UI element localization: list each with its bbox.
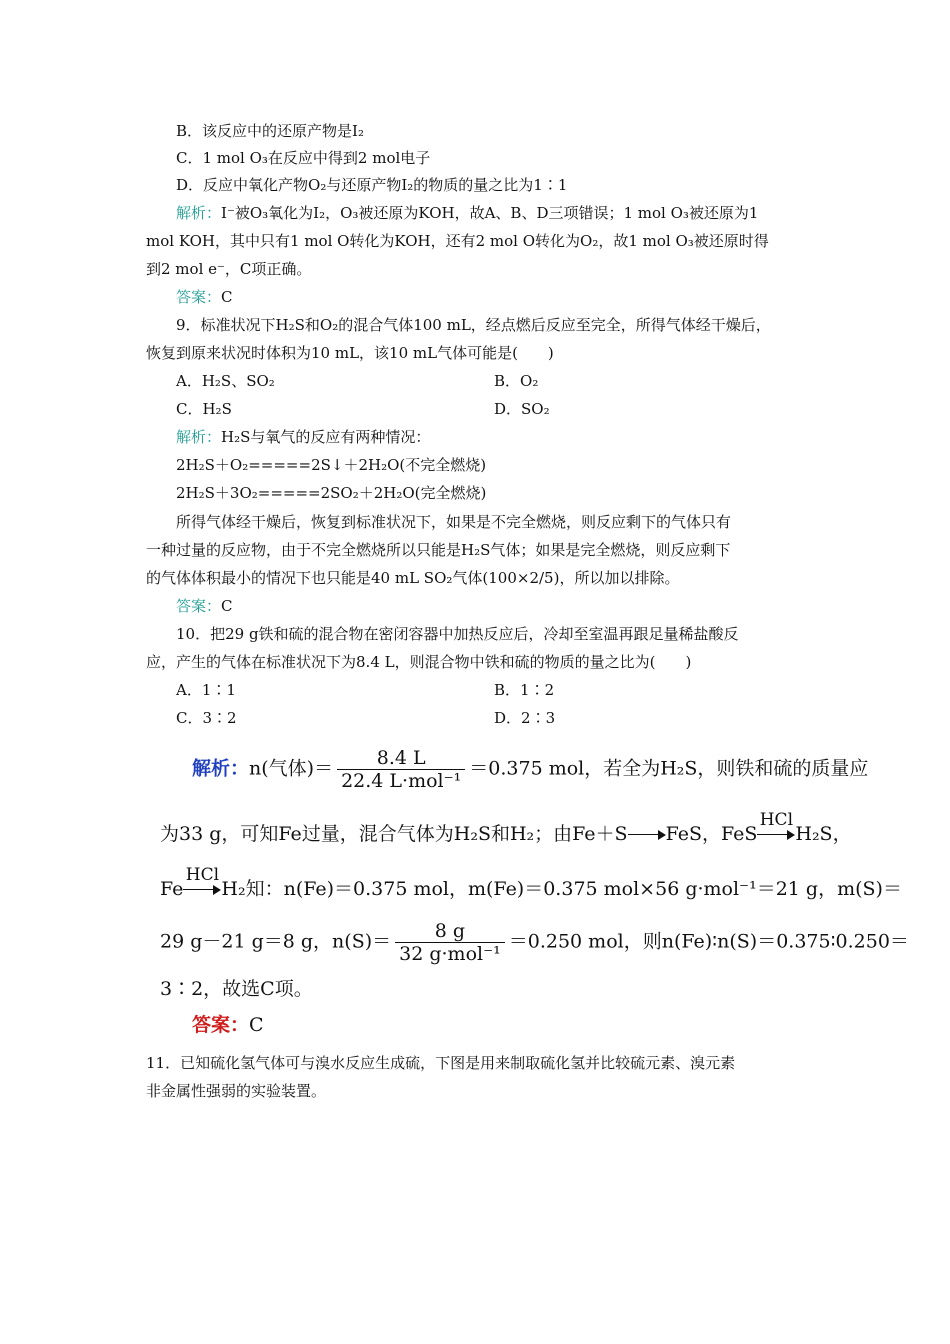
q10-stem-line-1: 10．把29 g铁和硫的混合物在密闭容器中加热反应后，冷却至室温再跟足量稀盐酸反 — [176, 625, 739, 643]
fraction-numerator: 8 g — [395, 920, 505, 943]
answer-value: C — [221, 597, 233, 615]
q9-option-b: B．O₂ — [494, 372, 539, 390]
q8-option-b: B．该反应中的还原产物是I₂ — [176, 122, 364, 140]
q9-analysis-line-1 — [176, 426, 430, 448]
q9-option-c: C．H₂S — [176, 400, 232, 418]
q11-stem-line-1: 11．已知硫化氢气体可与溴水反应生成硫，下图是用来制取硫化氢并比较硫元素、溴元素 — [146, 1054, 736, 1072]
q10-stem-line-2: 应，产生的气体在标准状况下为8.4 L，则混合物中铁和硫的物质的量之比为( ) — [146, 653, 692, 671]
answer-label: 答案： — [192, 1014, 250, 1036]
analysis-text: 29 g－21 g＝8 g，n(S)＝ — [160, 930, 392, 953]
analysis-text: H₂S与氧气的反应有两种情况： — [221, 428, 431, 446]
reaction-arrow-icon — [183, 865, 221, 895]
q10-option-a: A．1∶1 — [176, 681, 236, 699]
analysis-text: ＝0.375 mol，若全为H₂S，则铁和硫的质量应 — [469, 757, 869, 780]
q8-answer — [176, 286, 233, 308]
reaction-arrow-icon — [757, 810, 795, 840]
analysis-text: Fe — [160, 878, 184, 900]
analysis-text: n(气体)＝ — [249, 757, 334, 780]
q8-option-c: C．1 mol O₃在反应中得到2 mol电子 — [176, 149, 431, 167]
answer-value: C — [221, 288, 233, 306]
q10-analysis-line-1 — [192, 747, 868, 792]
q9-stem-line-2: 恢复到原来状况时体积为10 mL，该10 mL气体可能是( ) — [146, 344, 554, 362]
q8-analysis-line-3: 到2 mol e⁻，C项正确。 — [146, 260, 312, 278]
fraction-denominator: 32 g·mol⁻¹ — [399, 943, 501, 965]
fraction-sulfur-moles — [395, 920, 505, 965]
q8-analysis-line-2: mol KOH，其中只有1 mol O转化为KOH，还有2 mol O转化为O₂，故1 mol O₃被还原时得 — [146, 232, 769, 250]
q9-paragraph-line-2: 一种过量的反应物，由于不完全燃烧所以只能是H₂S气体；如果是完全燃烧，则反应剩下 — [146, 541, 731, 559]
q10-option-c: C．3∶2 — [176, 709, 237, 727]
q10-answer — [192, 1011, 264, 1039]
q10-analysis-line-4 — [160, 920, 909, 965]
q11-stem-line-2: 非金属性强弱的实验装置。 — [146, 1082, 327, 1100]
fraction-gas-moles — [337, 747, 465, 792]
q9-option-d: D．SO₂ — [494, 400, 550, 418]
q9-answer — [176, 595, 233, 617]
q10-option-d: D．2∶3 — [494, 709, 556, 727]
analysis-text: FeS，FeS — [665, 823, 758, 845]
analysis-label: 解析： — [176, 204, 222, 222]
q10-analysis-line-2 — [160, 810, 852, 848]
analysis-text: H₂知：n(Fe)＝0.375 mol，m(Fe)＝0.375 mol×56 g·mol⁻¹＝21 g，m(S)＝ — [221, 878, 902, 900]
reaction-arrow-icon — [628, 830, 666, 840]
q9-paragraph-line-1: 所得气体经干燥后，恢复到标准状况下，如果是不完全燃烧，则反应剩下的气体只有 — [176, 513, 732, 531]
analysis-label: 解析： — [176, 428, 222, 446]
q10-analysis-line-5: 3∶2，故选C项。 — [160, 978, 313, 1000]
arrow-label: HCl — [185, 865, 220, 885]
analysis-text: ＝0.250 mol，则n(Fe)∶n(S)＝0.375∶0.250＝ — [508, 930, 909, 953]
analysis-text: I⁻被O₃氧化为I₂，O₃被还原为KOH，故A、B、D三项错误；1 mol O₃被还原为1 — [221, 204, 759, 222]
q9-paragraph-line-3: 的气体体积最小的情况下也只能是40 mL SO₂气体(100×2/5)，所以加以排除。 — [146, 569, 680, 587]
q9-equation-1: 2H₂S＋O₂=====2S↓＋2H₂O(不完全燃烧) — [176, 456, 487, 474]
fraction-numerator: 8.4 L — [337, 747, 465, 770]
arrow-label: HCl — [759, 810, 794, 830]
analysis-label: 解析： — [192, 757, 250, 780]
q9-equation-2: 2H₂S＋3O₂=====2SO₂＋2H₂O(完全燃烧) — [176, 484, 487, 502]
fraction-denominator: 22.4 L·mol⁻¹ — [341, 770, 462, 792]
q8-option-d: D．反应中氧化产物O₂与还原产物I₂的物质的量之比为1∶1 — [176, 176, 568, 194]
q10-option-b: B．1∶2 — [494, 681, 555, 699]
q9-stem-line-1: 9．标准状况下H₂S和O₂的混合气体100 mL，经点燃后反应至完全，所得气体经干燥后， — [176, 316, 771, 334]
q10-analysis-line-3 — [160, 865, 902, 903]
answer-label: 答案： — [176, 288, 222, 306]
analysis-text: H₂S， — [795, 823, 852, 845]
q9-option-a: A．H₂S、SO₂ — [176, 372, 275, 390]
q8-analysis-line-1 — [176, 202, 758, 224]
analysis-text: 为33 g，可知Fe过量，混合气体为H₂S和H₂；由Fe＋S — [160, 823, 628, 845]
answer-label: 答案： — [176, 597, 222, 615]
answer-value: C — [249, 1014, 264, 1036]
